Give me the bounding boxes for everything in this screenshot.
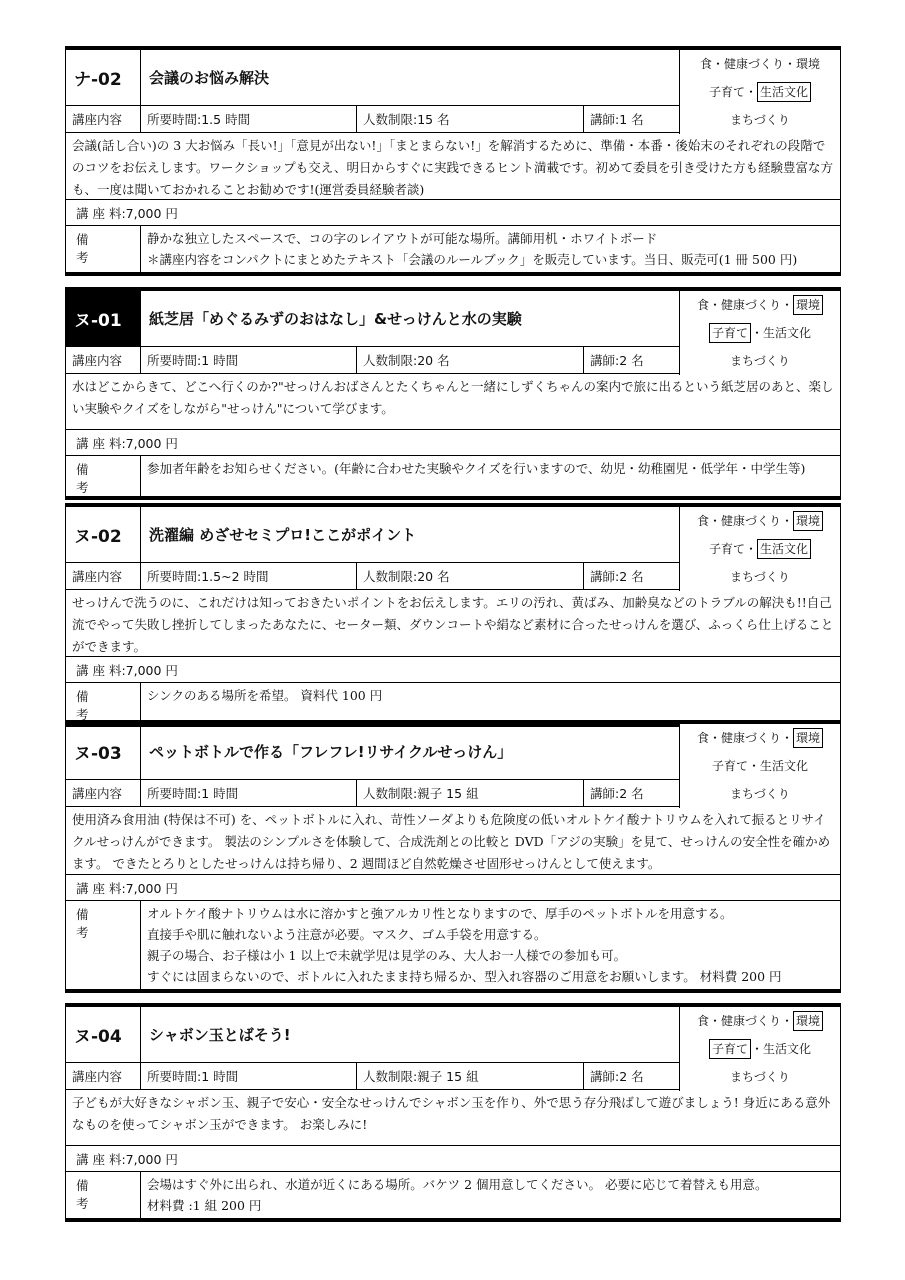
note-label: 備 考 (66, 456, 141, 496)
category-line-1 (680, 291, 840, 319)
course-description: 使用済み食用油 (特保は不可) を、ペットボトルに入れ、苛性ソーダよりも危険度の低いオルトケイ酸ナトリウムを入れて振るとリサイクルせっけんができます。 製法のシンプルさを体験して、合成洗剤との比較と DVD「アジの実験」を見て、せっけんの安全性を確かめます。 できたとろりとしたせっけんは持ち帰り、2 週間ほど自然乾燥させ固形せっけんとして使えます。 (66, 807, 840, 875)
course-card-nu02 (65, 503, 841, 727)
category-line-2 (680, 319, 840, 347)
note-line: 材料費 :1 組 200 円 (147, 1198, 262, 1213)
course-code: ヌ-04 (66, 1007, 141, 1062)
course-card-nu03 (65, 720, 841, 993)
course-description: 会議(話し合い)の 3 大お悩み「長い!」「意見が出ない!」「まとまらない!」を解消するために、準備・本番・後始末のそれぞれの段階でのコツをお伝えします。ワークショップも交え、明日からすぐに実践できるヒント満載です。初めて委員を引き受けた方も経験豊富な方も、一度は聞いておかれることお勧めです!(運営委員経験者談) (66, 133, 840, 200)
category-sep: ・ (750, 326, 763, 340)
note-line: 直接手や肌に触れないよう注意が必要。マスク、ゴム手袋を用意する。 (147, 927, 547, 942)
course-card-nu04 (65, 1003, 841, 1222)
note-body (141, 226, 840, 272)
teachers: 講師:2 名 (590, 353, 644, 368)
category-box (679, 724, 840, 808)
note-body (141, 901, 840, 989)
category-sep: ・ (747, 759, 760, 773)
category-seikatsu: 生活文化 (763, 1042, 812, 1056)
course-code: ヌ-01 (66, 291, 141, 346)
note-row (66, 226, 840, 272)
category-seikatsu-highlighted: 生活文化 (757, 82, 811, 102)
note-row (66, 901, 840, 989)
category-machi: まちづくり (730, 1070, 790, 1084)
category-shoku: 食・健康づくり・ (696, 1014, 793, 1028)
category-line-1 (680, 507, 840, 535)
category-machi: まちづくり (730, 113, 790, 127)
note-line: 静かな独立したスペースで、コの字のレイアウトが可能な場所。講師用机・ホワイトボード (147, 231, 658, 246)
category-line-2 (680, 535, 840, 563)
fee-value: 7,000 円 (125, 1151, 178, 1167)
fee-row (66, 200, 840, 226)
category-line-2 (680, 1035, 840, 1063)
fee-label: 講 座 料: (76, 880, 126, 896)
note-line: 会場はすぐ外に出られ、水道が近くにある場所。バケツ 2 個用意してください。 必要に応じて着替えも用意。 (147, 1177, 768, 1192)
category-kosodate: 子育て (708, 542, 745, 556)
course-title: 洗濯編 めざせセミプロ!ここがポイント (149, 526, 417, 544)
duration: 所要時間:1.5 時間 (141, 106, 357, 132)
fee-row (66, 657, 840, 683)
category-shoku: 食・健康づくり・ (696, 514, 793, 528)
note-label: 備 考 (66, 226, 141, 272)
category-box (679, 1007, 840, 1091)
course-code: ヌ-03 (66, 724, 141, 779)
note-body (141, 456, 840, 496)
note-label: 備 考 (66, 683, 141, 723)
capacity: 人数制限:20 名 (357, 347, 584, 373)
category-env-highlighted: 環境 (793, 295, 823, 315)
note-body (141, 1172, 840, 1218)
duration: 所要時間:1 時間 (141, 780, 357, 806)
note-line: オルトケイ酸ナトリウムは水に溶かすと強アルカリ性となりますので、厚手のペットボトルを用意する。 (147, 906, 733, 921)
category-shoku: 食・健康づくり・ (696, 298, 793, 312)
note-row (66, 683, 840, 723)
note-label: 備 考 (66, 901, 141, 989)
teachers: 講師:2 名 (590, 1069, 644, 1084)
course-card-na02 (65, 46, 841, 276)
fee-value: 7,000 円 (125, 880, 178, 896)
course-code: ヌ-02 (66, 507, 141, 562)
fee-row (66, 430, 840, 456)
course-title: 紙芝居「めぐるみずのおはなし」&せっけんと水の実験 (149, 310, 522, 328)
category-kosodate: 子育て (711, 759, 748, 773)
fee-label: 講 座 料: (76, 1151, 126, 1167)
course-description: 子どもが大好きなシャボン玉、親子で安心・安全なせっけんでシャボン玉を作り、外で思う存分飛ばして遊びましょう! 身近にある意外なものを使ってシャボン玉ができます。 お楽しみに! (66, 1090, 840, 1146)
note-line: シンクのある場所を希望。 資料代 100 円 (147, 688, 383, 703)
category-kosodate: 子育て (708, 85, 745, 99)
category-env-highlighted: 環境 (793, 728, 823, 748)
category-env-highlighted: 環境 (793, 1011, 823, 1031)
category-box (679, 507, 840, 591)
course-title: 会議のお悩み解決 (149, 69, 270, 87)
course-card-nu01 (65, 287, 841, 500)
capacity: 人数制限:15 名 (357, 106, 584, 132)
category-shoku: 食・健康づくり・ (696, 731, 793, 745)
category-sep: ・ (744, 85, 757, 99)
fee-label: 講 座 料: (76, 205, 126, 221)
category-line-1 (680, 724, 840, 752)
category-machi: まちづくり (730, 354, 790, 368)
fee-row (66, 1146, 840, 1172)
note-row (66, 456, 840, 496)
category-env-highlighted: 環境 (793, 511, 823, 531)
course-description: せっけんで洗うのに、これだけは知っておきたいポイントをお伝えします。エリの汚れ、黄ばみ、加齢臭などのトラブルの解決も!!自己流でやって失敗し挫折してしまったあなたに、セーター類、ダウンコートや絹など素材に合ったせっけんを選び、ふっくら仕上げることができます。 (66, 590, 840, 657)
note-line: すぐには固まらないので、ボトルに入れたまま持ち帰るか、型入れ容器のご用意をお願いします。 材料費 200 円 (147, 969, 782, 984)
teachers: 講師:1 名 (590, 112, 644, 127)
duration: 所要時間:1 時間 (141, 1063, 357, 1089)
category-box (679, 50, 840, 134)
capacity: 人数制限:親子 15 組 (357, 1063, 584, 1089)
teachers: 講師:2 名 (590, 569, 644, 584)
note-line: 親子の場合、お子様は小 1 以上で未就学児は見学のみ、大人お一人様での参加も可。 (147, 948, 627, 963)
teachers: 講師:2 名 (590, 786, 644, 801)
course-title: シャボン玉とばそう! (149, 1026, 291, 1044)
category-box (679, 291, 840, 375)
capacity: 人数制限:20 名 (357, 563, 584, 589)
category-sep: ・ (750, 1042, 763, 1056)
note-body (141, 683, 840, 723)
fee-label: 講 座 料: (76, 662, 126, 678)
category-seikatsu-highlighted: 生活文化 (757, 539, 811, 559)
note-row (66, 1172, 840, 1218)
category-seikatsu: 生活文化 (760, 759, 809, 773)
category-sep: ・ (744, 542, 757, 556)
category-line-2 (680, 78, 840, 106)
fee-value: 7,000 円 (125, 205, 178, 221)
note-label: 備 考 (66, 1172, 141, 1218)
category-kosodate-highlighted: 子育て (709, 1039, 751, 1059)
duration: 所要時間:1 時間 (141, 347, 357, 373)
category-line-1 (680, 1007, 840, 1035)
category-seikatsu: 生活文化 (763, 326, 812, 340)
category-line-1: 食・健康づくり・環境 (699, 57, 820, 71)
fee-row (66, 875, 840, 901)
note-line: ＊講座内容をコンパクトにまとめたテキスト「会議のルールブック」を販売しています。当日、販売可(1 冊 500 円) (147, 252, 798, 267)
note-line: 参加者年齢をお知らせください。(年齢に合わせた実験やクイズを行いますので、幼児・幼稚園児・低学年・中学生等) (147, 461, 806, 476)
course-code: ナ-02 (66, 50, 141, 105)
fee-value: 7,000 円 (125, 435, 178, 451)
category-kosodate-highlighted: 子育て (709, 323, 751, 343)
course-description: 水はどこからきて、どこへ行くのか?"せっけんおばさんとたくちゃんと一緒にしずくちゃんの案内で旅に出るという紙芝居のあと、楽しい実験やクイズをしながら"せっけん"について学びます。 (66, 374, 840, 430)
fee-label: 講 座 料: (76, 435, 126, 451)
course-label: 講座内容 (66, 780, 141, 806)
fee-value: 7,000 円 (125, 662, 178, 678)
course-label: 講座内容 (66, 1063, 141, 1089)
category-line-2 (680, 752, 840, 780)
course-label: 講座内容 (66, 563, 141, 589)
category-machi: まちづくり (730, 570, 790, 584)
category-machi: まちづくり (730, 787, 790, 801)
capacity: 人数制限:親子 15 組 (357, 780, 584, 806)
course-label: 講座内容 (66, 347, 141, 373)
duration: 所要時間:1.5~2 時間 (141, 563, 357, 589)
course-label: 講座内容 (66, 106, 141, 132)
course-title: ペットボトルで作る「フレフレ!リサイクルせっけん」 (149, 743, 513, 761)
